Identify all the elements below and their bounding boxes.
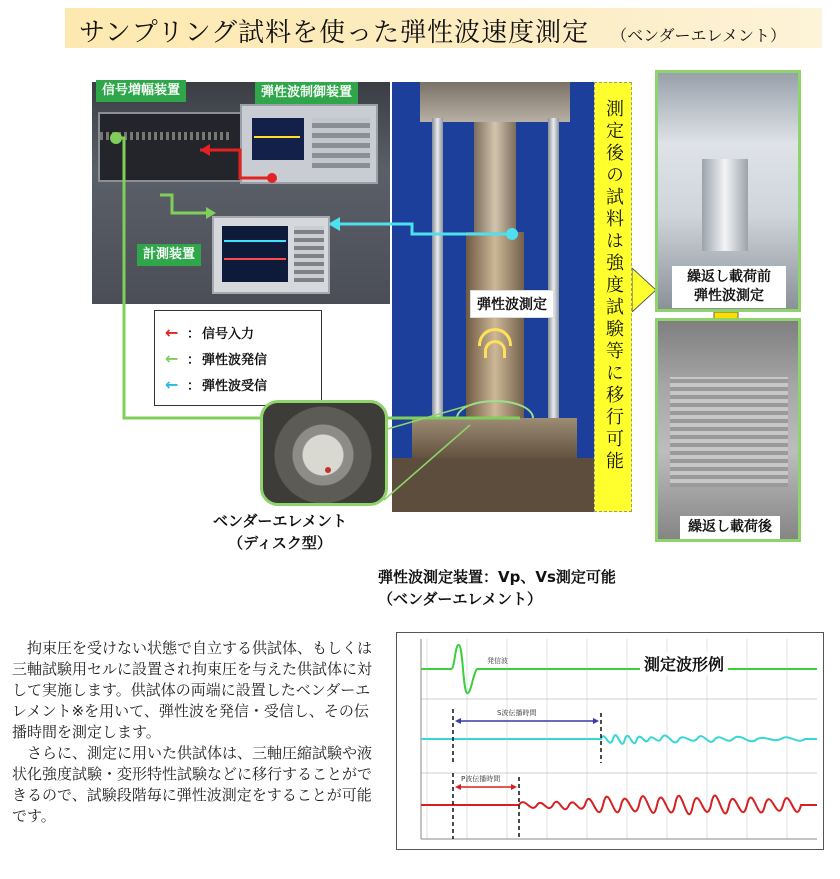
waveform-title: 測定波形例	[640, 652, 728, 675]
signal-input-line	[200, 150, 272, 178]
s-wave-trace	[421, 735, 817, 744]
green-arrow-icon: ←	[165, 348, 179, 368]
legend-item-signal-input	[165, 319, 311, 345]
page-title: サンプリング試料を使った弾性波速度測定	[79, 18, 590, 48]
receive-arrowhead	[328, 217, 340, 231]
receive-line	[332, 224, 512, 234]
bender-element-marker	[325, 467, 331, 473]
legend-item-receive	[165, 371, 311, 397]
legend-colon: ：	[187, 378, 201, 394]
device-caption-line2: （ベンダーエレメント）	[378, 590, 542, 608]
legend-colon: ：	[187, 352, 201, 368]
signal-input-dot	[267, 173, 277, 183]
legend	[154, 310, 322, 406]
p-wave-arrowhead-left	[455, 784, 461, 790]
after-loading-label: 繰返し載荷後	[680, 516, 780, 539]
waveform-plot	[397, 633, 825, 851]
waveform-example-panel	[396, 632, 824, 850]
transmit-wave-trace	[421, 645, 817, 693]
bender-element-label	[188, 510, 372, 554]
legend-colon: ：	[187, 326, 201, 342]
description-text	[12, 638, 382, 827]
red-arrow-icon: ←	[165, 322, 179, 342]
signal-input-arrowhead	[200, 144, 210, 156]
s-wave-arrowhead-right	[593, 718, 599, 724]
legend-label: 信号入力	[202, 326, 255, 342]
s-wave-time-label: S波伝播時間	[497, 709, 537, 717]
amp-device-tag: 信号増幅装置	[96, 80, 186, 102]
transfer-banner-text: 測定後の試料は強度試験等に移行可能	[603, 99, 624, 473]
bender-label-line1: ベンダーエレメント	[213, 512, 347, 530]
bender-label-line2: （ディスク型）	[228, 534, 332, 552]
p-wave-time-label: P波伝播時間	[461, 775, 501, 783]
p-wave-arrowhead-right	[511, 784, 517, 790]
bender-element-photo	[260, 400, 388, 506]
device-caption-line1: 弾性波測定装置：Vp、Vs測定可能	[378, 568, 616, 586]
transmit-wave-label: 発信波	[487, 657, 508, 665]
legend-label: 弾性波受信	[202, 378, 268, 394]
description-paragraph-1: 拘束圧を受けない状態で自立する供試体、もしくは三軸試験用セルに設置され拘束圧を与えた供試体に対して実施します。供試体の両端に設置したベンダーエレメント※を用いて、弾性波を発信・受信し、その伝播時間を測定します。	[12, 639, 373, 741]
device-caption	[378, 566, 616, 610]
bender-callout-line-2	[384, 425, 470, 500]
description-paragraph-2: さらに、測定に用いた供試体は、三軸圧縮試験や液状化強度試験・変形特性試験などに移行することができるので、試験段階毎に弾性波測定をすることが可能です。	[12, 744, 373, 825]
right-arrow-icon	[632, 268, 656, 312]
measure-device-tag: 計測装置	[137, 244, 201, 266]
p-wave-trace	[421, 796, 817, 815]
after-loading-photo	[655, 318, 801, 542]
transmit-branch-line	[160, 195, 214, 213]
transfer-banner	[594, 82, 632, 512]
specimen-after	[670, 377, 788, 487]
controller-device-tag: 弾性波制御装置	[255, 82, 358, 104]
transmit-dot	[110, 132, 122, 144]
transmit-branch-arrowhead	[206, 207, 216, 219]
page-subtitle: （ベンダーエレメント）	[611, 26, 787, 45]
legend-label: 弾性波発信	[202, 352, 268, 368]
s-wave-arrowhead-left	[455, 718, 461, 724]
cyan-arrow-icon: ←	[165, 374, 179, 394]
specimen-before	[702, 159, 748, 251]
before-loading-label: 繰返し載荷前 弾性波測定	[672, 266, 786, 308]
receive-dot	[506, 228, 518, 240]
wave-measurement-callout: 弾性波測定	[470, 290, 554, 318]
legend-item-transmit	[165, 345, 311, 371]
